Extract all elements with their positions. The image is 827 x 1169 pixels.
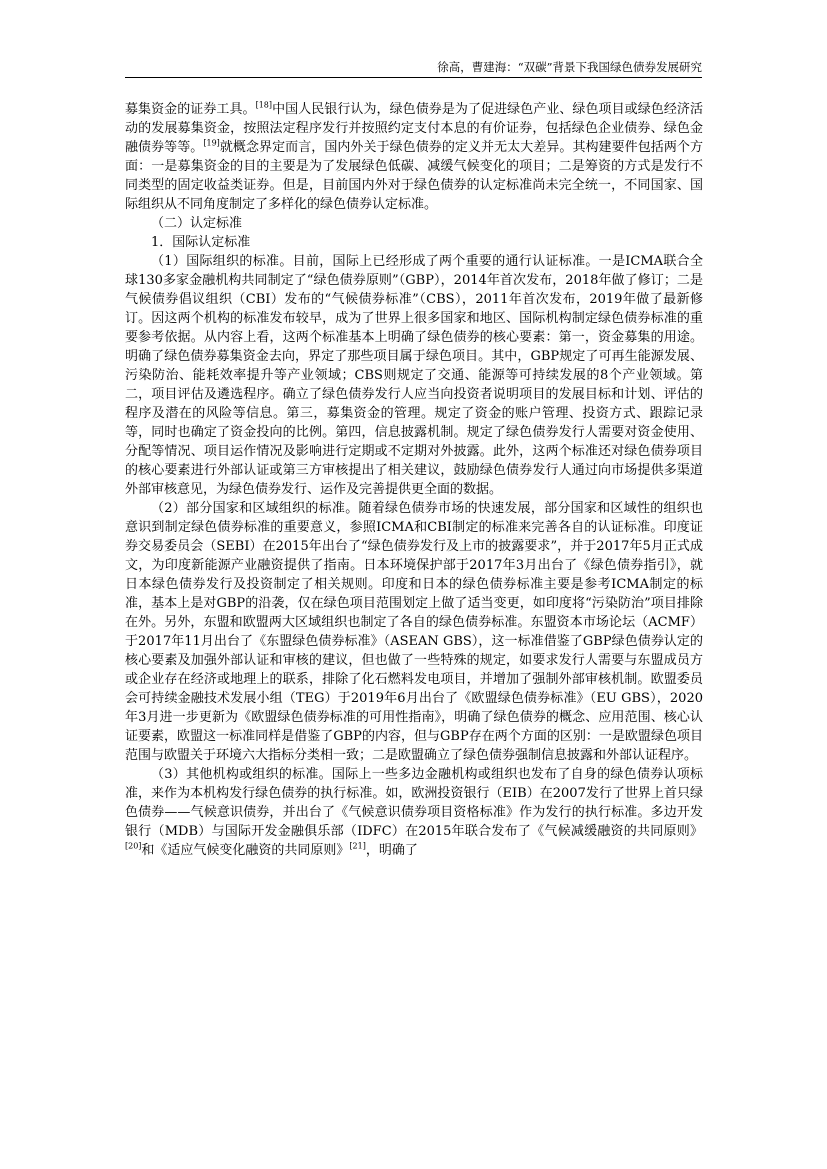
paragraph-text: ，明确了 (365, 843, 418, 858)
paragraph-text: （3）其他机构或组织的标准。国际上一些多边金融机构或组织也发布了自身的绿色债券认项标准，来作为本机构发行绿色债券的执行标准。如，欧洲投资银行（EIB）在2007发行了世界上首只绿色债券——气候意识债券，并出台了《气候意识债券项目资格标准》作为发行的执行标准。多边开发银行（MDB）与国际开发金融俱乐部（IDFC）在2015年联合发布了《气候减缓融资的共同原则》 (125, 767, 703, 839)
paragraph-text: 中国人民银行认为，绿色债券是为了促进绿色产业、绿色项目或绿色经济活动的发展募集资金，按照法定程序发行并按照约定支付本息的有价证券，包括绿色企业债券、绿色金融债券等等。 (125, 102, 703, 155)
citation-ref: [21] (349, 841, 366, 851)
running-header (125, 60, 702, 78)
paragraph-text: 就概念界定而言，国内外关于绿色债券的定义并无太大差异。其构建要件包括两个方面：一是募集资金的目的主要是为了发展绿色低碳、减缓气候变化的项目；二是筹资的方式是发行不同类型的固定收益类证券。但是，目前国内外对于绿色债券的认定标准尚未完全统一，不同国家、国际组织从不同角度制定了多样化的绿色债券认定标准。 (125, 140, 703, 212)
subsection-heading: 1．国际认定标准 (151, 235, 251, 250)
citation-ref: [18] (255, 100, 273, 110)
section-heading: （二）认定标准 (151, 216, 243, 231)
article-body (125, 100, 703, 860)
paragraph-text: 和《适应气候变化融资的共同原则》 (141, 843, 350, 858)
paragraph-countries-regions: （2）部分国家和区域组织的标准。随着绿色债券市场的快速发展，部分国家和区域性的组织也意识到制定绿色债券标准的重要意义，参照ICMA和CBI制定的标准来完善各自的认证标准。印度证券交易委员会（SEBI）在2015年出台了“绿色债券发行及上市的披露要求”，并于2017年5月正式成文，为印度新能源产业融资提供了指南。日本环境保护部于2017年3月出台了《绿色债券指引》，就日本绿色债券发行及投资制定了相关规则。印度和日本的绿色债券标准主要是参考ICMA制定的标准，基本上是对GBP的沿袭，仅在绿色项目范围划定上做了适当变更，如印度将“污染防治”项目排除在外。另外，东盟和欧盟两大区域组织也制定了各自的绿色债券标准。东盟资本市场论坛（ACMF）于2017年11月出台了《东盟绿色债券标准》（ASEAN GBS），这一标准借鉴了GBP绿色债券认定的核心要素及加强外部认证和审核的建议，但也做了一些特殊的规定，如要求发行人需要与东盟成员方或企业存在经济或地理上的联系，排除了化石燃料发电项目，并增加了强制外部审核机制。欧盟委员会可持续金融技术发展小组（TEG）于2019年6月出台了《欧盟绿色债券标准》（EU GBS），2020年3月进一步更新为《欧盟绿色债券标准的可用性指南》，明确了绿色债券的概念、应用范围、核心认证要素，欧盟这一标准同样是借鉴了GBP的内容，但与GBP存在两个方面的区别：一是欧盟绿色项目范围与欧盟关于环境六大指标分类相一致；二是欧盟确立了绿色债券强制信息披露和外部认证程序。 (125, 501, 703, 763)
running-title: 徐高，曹建海：“双碳”背景下我国绿色债券发展研究 (437, 60, 702, 74)
citation-ref: [19] (203, 138, 220, 148)
paragraph-text: 募集资金的证券工具。 (125, 102, 256, 117)
paragraph-other-institutions (125, 765, 703, 860)
paragraph-international-orgs: （1）国际组织的标准。目前，国际上已经形成了两个重要的通行认证标准。一是ICMA联合全球130多家金融机构共同制定了“绿色债券原则”（GBP），2014年首次发布，2018年做了修订；二是气候债券倡议组织（CBI）发布的“气候债券标准”（CBS），2011年首次发布，2019年做了最新修订。因这两个机构的标准发布较早，成为了世界上很多国家和地区、国际机构制定绿色债券标准的重要参考依据。从内容上看，这两个标准基本上明确了绿色债券的核心要素：第一，资金募集的用途。明确了绿色债券募集资金去向，界定了那些项目属于绿色项目。其中，GBP规定了可再生能源发展、污染防治、能耗效率提升等产业领域；CBS则规定了交通、能源等可持续发展的8个产业领域。第二，项目评估及遴选程序。确立了绿色债券发行人应当向投资者说明项目的发展目标和计划、评估的程序及潜在的风险等信息。第三，募集资金的管理。规定了资金的账户管理、投资方式、跟踪记录等，同时也确定了资金投向的比例。第四，信息披露机制。规定了绿色债券发行人需要对资金使用、分配等情况、项目运作情况及影响进行定期或不定期对外披露。此外，这两个标准还对绿色债券项目的核心要素进行外部认证或第三方审核提出了相关建议，鼓励绿色债券发行人通过向市场提供多渠道外部审核意见，为绿色债券发行、运作及完善提供更全面的数据。 (125, 254, 703, 497)
paragraph-definition-continued (125, 100, 703, 214)
citation-ref: [20] (125, 841, 142, 851)
